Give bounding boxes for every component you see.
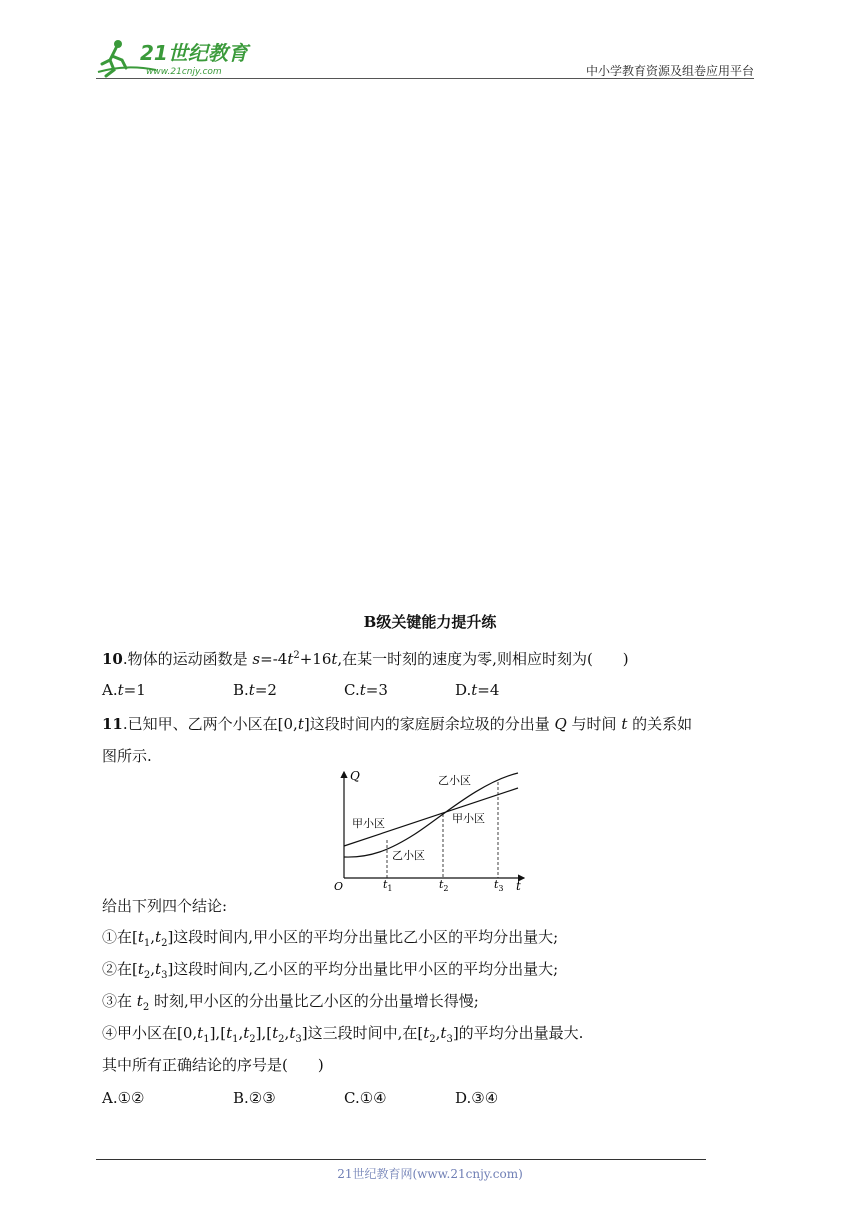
q11-option-c: C.①④ (344, 1089, 387, 1107)
logo-text: 21世纪教育 (140, 41, 248, 65)
label-yi-top: 乙小区 (438, 774, 471, 787)
footer-link[interactable]: 21世纪教育网(www.21cnjy.com) (337, 1167, 523, 1181)
q10-option-c: C.t=3 (344, 681, 388, 699)
q11-conclusion-4: ④甲小区在$[0,t_1],[t_1,t_2],[t_2,t_3]$这三段时间中,在$[t_2,t_3]$的平均分出量最大. (102, 1024, 584, 1045)
q11-option-d: D.③④ (455, 1089, 499, 1107)
x-axis-label: t (516, 879, 521, 892)
q11-option-b: B.②③ (233, 1089, 276, 1107)
q10-stem: 10.物体的运动函数是 $s=-4t^2+16t$,在某一时刻的速度为零,则相应时刻为( ) (102, 650, 629, 668)
curve-yi (344, 773, 518, 857)
q10-number: 10 (102, 650, 123, 668)
tick-t1: $t_1$ (383, 878, 393, 892)
q10-option-a: A.t=1 (102, 681, 146, 699)
header-divider (96, 78, 754, 79)
label-yi-bottom: 乙小区 (392, 849, 425, 862)
section-title: B级关键能力提升练 (363, 613, 497, 631)
site-logo (96, 36, 266, 80)
q11-stem-line2: 图所示. (102, 747, 152, 765)
label-jia-right: 甲小区 (452, 812, 485, 825)
q11-figure (330, 766, 530, 892)
q11-option-a: A.①② (102, 1089, 145, 1107)
tick-t3: $t_3$ (494, 878, 504, 892)
tick-t2: $t_2$ (439, 878, 449, 892)
logo-url: www.21cnjy.com (146, 67, 222, 77)
q10-option-b: B.t=2 (233, 681, 277, 699)
header-right-text: 中小学教育资源及组卷应用平台 (585, 64, 754, 78)
q11-conclusion-1: ①在$[t_1,t_2]$这段时间内,甲小区的平均分出量比乙小区的平均分出量大; (102, 928, 559, 949)
q11-stem-line1: 11.已知甲、乙两个小区在[0,t]这段时间内的家庭厨余垃圾的分出量 Q 与时间 t 的关系如 (102, 715, 693, 733)
y-axis-label: Q (350, 769, 360, 783)
origin-label: O (334, 880, 344, 892)
label-jia-top: 甲小区 (352, 817, 385, 830)
footer-divider (96, 1159, 706, 1160)
q11-question: 其中所有正确结论的序号是( ) (102, 1056, 324, 1074)
q11-conclusion-2: ②在$[t_2,t_3]$这段时间内,乙小区的平均分出量比甲小区的平均分出量大; (102, 960, 559, 981)
q11-conclusion-3: ③在 $t_2$ 时刻,甲小区的分出量比乙小区的分出量增长得慢; (102, 992, 479, 1013)
q11-intro: 给出下列四个结论: (102, 897, 228, 915)
q10-option-d: D.t=4 (455, 681, 500, 699)
q11-number: 11 (102, 715, 123, 733)
